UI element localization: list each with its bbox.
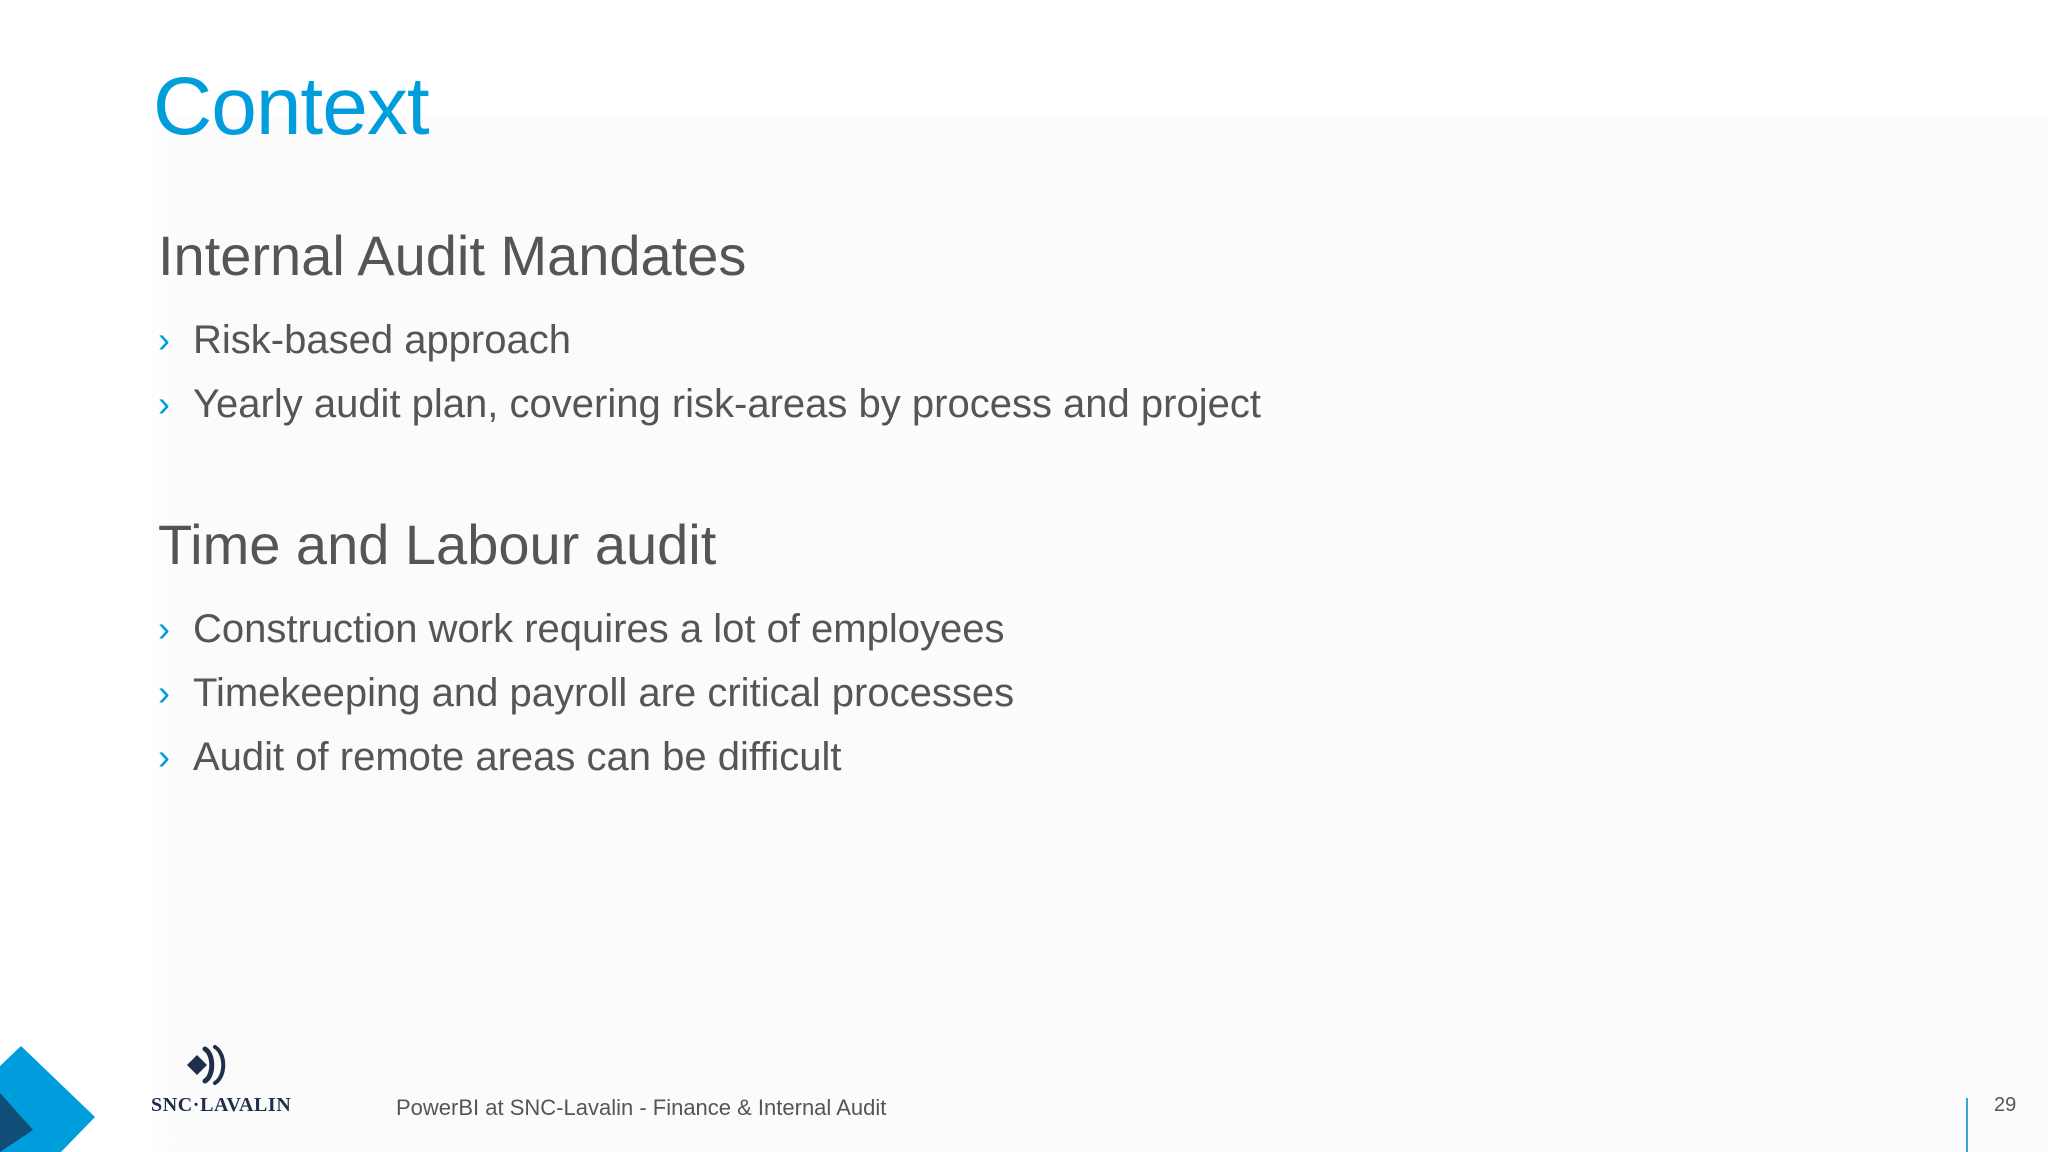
page-number: 29 — [1994, 1094, 2017, 1116]
bullet-text: Risk-based approach — [193, 318, 571, 362]
list-item — [158, 597, 1458, 661]
list-item — [158, 308, 1458, 372]
time-labour-section — [158, 513, 1458, 789]
slide-title: Context — [153, 61, 429, 152]
chevron-right-icon: › — [158, 383, 170, 424]
list-item — [158, 661, 1458, 725]
bullet-text: Timekeeping and payroll are critical processes — [193, 671, 1015, 715]
list-item — [158, 372, 1458, 436]
list-item — [158, 725, 1458, 789]
chevron-right-icon: › — [158, 608, 170, 649]
snc-lavalin-logo-icon — [179, 1044, 231, 1086]
internal-audit-heading: Internal Audit Mandates — [158, 224, 747, 287]
bullet-text: Yearly audit plan, covering risk-areas by process and project — [193, 382, 1261, 426]
time-labour-bullets — [158, 597, 1458, 789]
corner-chevron-icon — [0, 1026, 100, 1152]
bullet-text: Construction work requires a lot of employees — [193, 607, 1005, 651]
footer-text: PowerBI at SNC-Lavalin - Finance & Internal Audit — [396, 1095, 887, 1120]
company-logo — [151, 1044, 316, 1118]
bullet-text: Audit of remote areas can be difficult — [193, 735, 842, 779]
chevron-right-icon: › — [158, 319, 170, 360]
chevron-right-icon: › — [158, 672, 170, 713]
internal-audit-bullets — [158, 308, 1458, 436]
chevron-right-icon: › — [158, 736, 170, 777]
company-logo-text: SNC·LAVALIN — [151, 1094, 292, 1116]
internal-audit-section — [158, 224, 1458, 436]
footer-divider — [1966, 1098, 1968, 1152]
time-labour-heading: Time and Labour audit — [158, 513, 717, 576]
